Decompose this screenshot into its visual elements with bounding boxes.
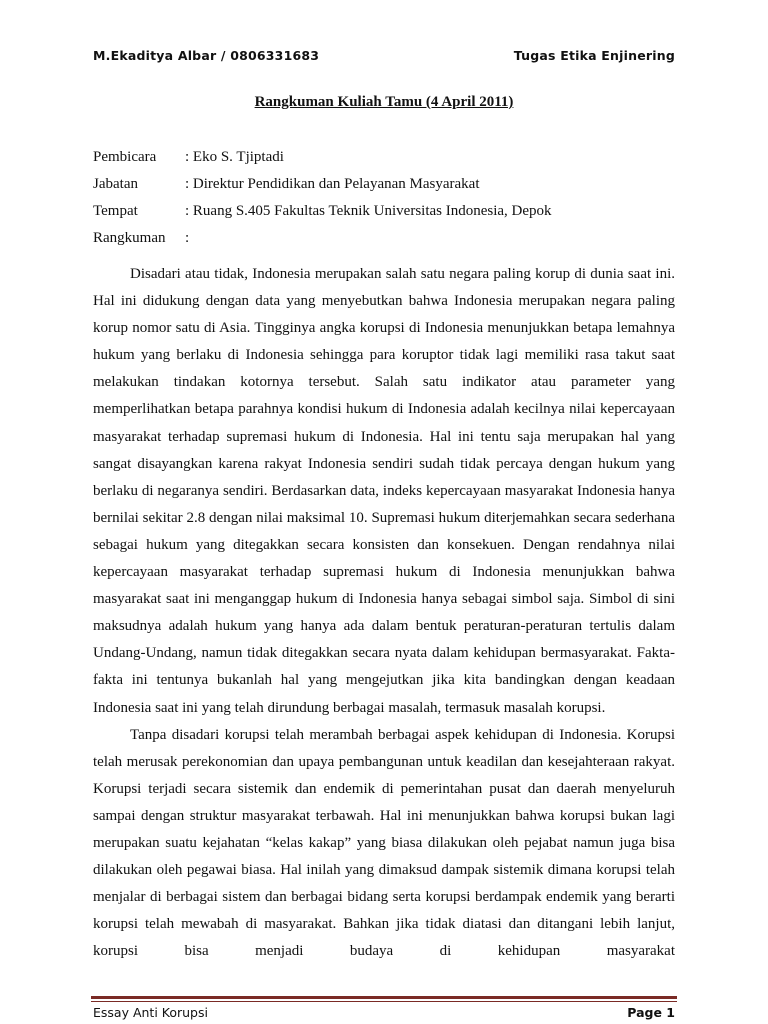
meta-value: : Direktur Pendidikan dan Pelayanan Masyarakat	[185, 176, 480, 192]
meta-row-place	[93, 198, 683, 225]
page-header	[93, 44, 675, 66]
meta-block	[93, 144, 683, 252]
header-author: M.Ekaditya Albar / 0806331683	[93, 47, 320, 63]
meta-value: : Eko S. Tjiptadi	[185, 149, 284, 165]
page-footer	[93, 1005, 675, 1020]
meta-label: Rangkuman	[93, 230, 166, 246]
paragraph-2: Tanpa disadari korupsi telah merambah berbagai aspek kehidupan di Indonesia. Korupsi telah merusak perekonomian dan upaya pembangunan untuk keadilan dan kesejahteraan rakyat. Korupsi terjadi secara sistemik dan endemik di pemerintahan pusat dan daerah menyeluruh sampai dengan struktur masyarakat terbawah. Hal ini menunjukkan bahwa korupsi bukan lagi merupakan suatu kejahatan “kelas kakap” yang biasa dilakukan oleh pejabat namun juga bisa dilakukan oleh pegawai biasa. Hal inilah yang dimaksud dampak sistemik dimana korupsi telah menjalar di berbagai sistem dan berbagai bidang serta korupsi berdampak endemik yang berarti korupsi telah mewabah di masyarakat. Bahkan jika tidak diatasi dan ditangani lebih lanjut, korupsi bisa menjadi budaya di kehidupan masyarakat	[93, 726, 675, 960]
body-text	[93, 261, 675, 965]
meta-row-speaker	[93, 144, 683, 171]
meta-row-summary	[93, 225, 683, 252]
header-course: Tugas Etika Enjinering	[513, 47, 675, 63]
footer-divider	[91, 996, 677, 1002]
footer-essay-title: Essay Anti Korupsi	[93, 1005, 208, 1020]
meta-value: :	[185, 230, 190, 246]
meta-row-position	[93, 171, 683, 198]
meta-label: Tempat	[93, 203, 138, 219]
meta-label: Jabatan	[93, 176, 138, 192]
meta-value: : Ruang S.405 Fakultas Teknik Universitas Indonesia, Depok	[185, 203, 552, 219]
paragraph-1: Disadari atau tidak, Indonesia merupakan salah satu negara paling korup di dunia saat ini. Hal ini didukung dengan data yang menyebutkan bahwa Indonesia merupakan negara paling korup nomor satu di Asia. Tingginya angka korupsi di Indonesia menunjukkan betapa lemahnya hukum yang berlaku di Indonesia sehingga para koruptor tidak lagi memiliki rasa takut saat melakukan tindakan kotornya tersebut. Salah satu indikator atau parameter yang memperlihatkan betapa parahnya kondisi hukum di Indonesia adalah kecilnya nilai kepercayaan masyarakat terhadap supremasi hukum di Indonesia. Hal ini tentu saja merupakan hal yang sangat disayangkan karena rakyat Indonesia sendiri sudah tidak percaya dengan hukum yang berlaku di negaranya sendiri. Berdasarkan data, indeks kepercayaan masyarakat Indonesia hanya bernilai sekitar 2.8 dengan nilai maksimal 10. Supremasi hukum diterjemahkan secara sederhana sebagai hukum yang ditegakkan secara konsisten dan konsekuen. Dengan rendahnya nilai kepercayaan masyarakat terhadap supremasi hukum di Indonesia menunjukkan bahwa masyarakat saat ini menganggap hukum di Indonesia hanya sebagai simbol saja. Simbol di sini maksudnya adalah hukum yang hanya ada dalam bentuk peraturan-peraturan tertulis dalam Undang-Undang, namun tidak ditegakkan secara nyata dalam kehidupan bermasyarakat. Fakta-fakta ini tentunya bukanlah hal yang mengejutkan jika kita bandingkan dengan keadaan Indonesia saat ini yang telah dirundung berbagai masalah, termasuk masalah korupsi.	[93, 266, 675, 716]
meta-label: Pembicara	[93, 149, 157, 165]
document-title: Rangkuman Kuliah Tamu (4 April 2011)	[254, 94, 514, 110]
page-number: Page 1	[627, 1005, 675, 1020]
